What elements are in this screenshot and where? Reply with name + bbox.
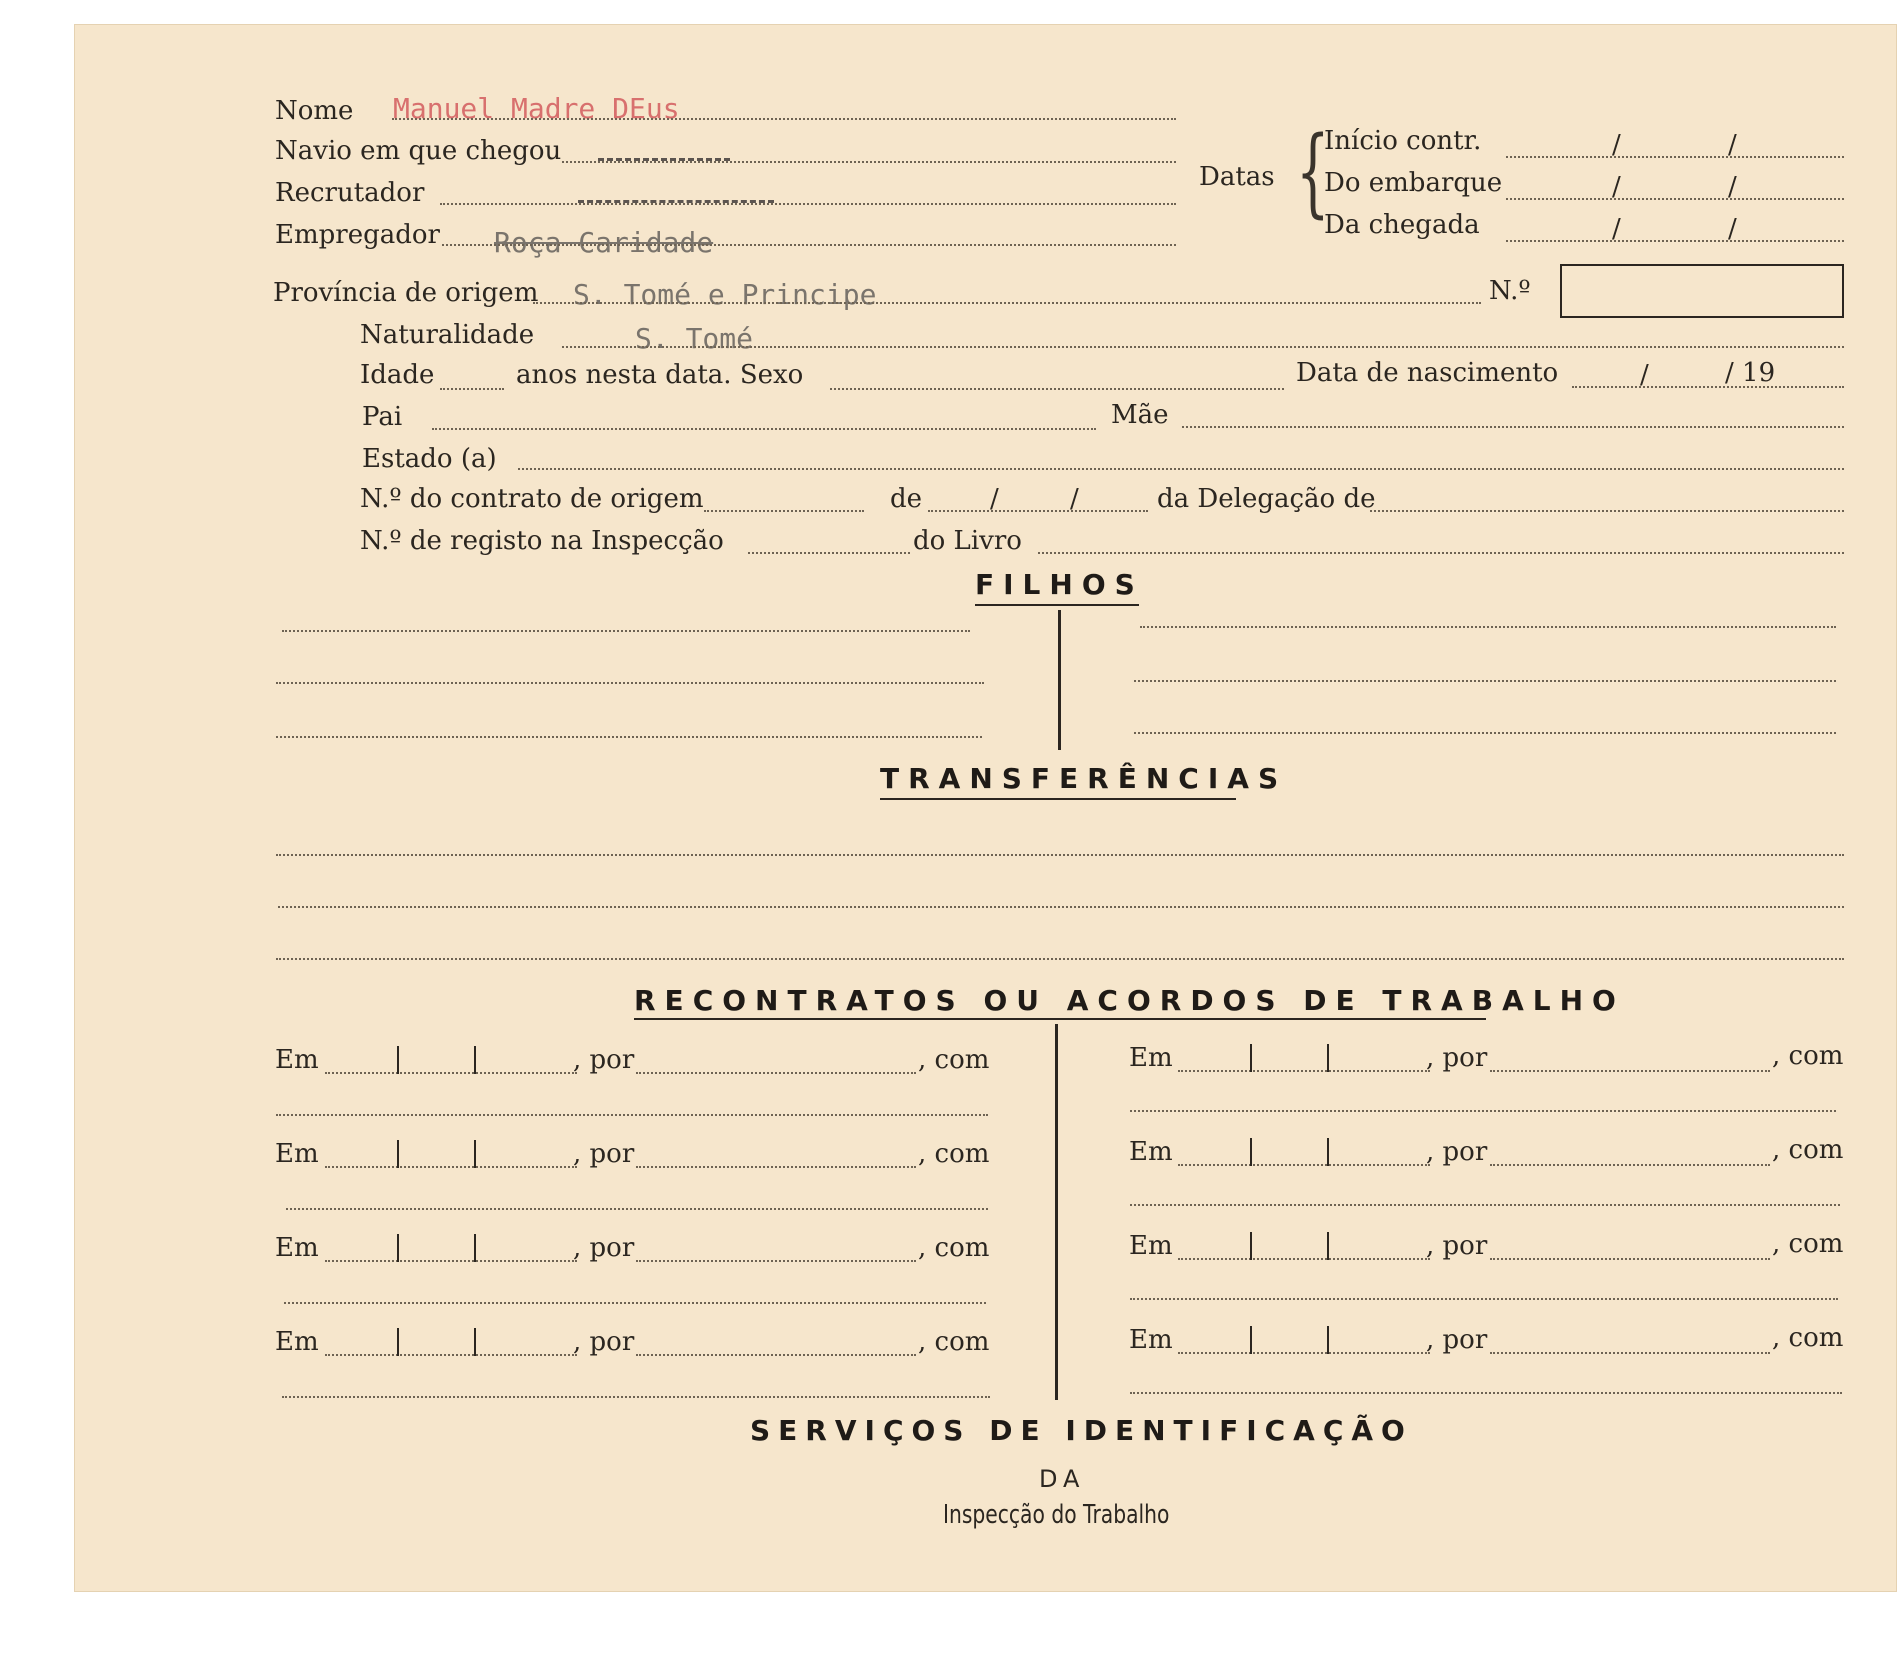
contrato-date-line — [928, 510, 1148, 512]
delegacao-label: da Delegação de — [1157, 484, 1376, 514]
date-separator — [397, 1328, 399, 1356]
em-label: Em — [275, 1327, 319, 1357]
chegada-slash-2: / — [1728, 214, 1737, 244]
por-line — [636, 1166, 916, 1168]
embarque-slash-1: / — [1612, 172, 1621, 202]
por-line — [636, 1354, 916, 1356]
em-date-line — [1178, 1352, 1430, 1354]
navio-line — [562, 161, 1176, 163]
por-line — [1490, 1258, 1770, 1260]
com-label: , com — [1772, 1135, 1844, 1165]
filhos-line-left-1 — [282, 630, 970, 632]
filhos-line-right-2 — [1134, 680, 1836, 682]
recontratos-underline — [634, 1018, 1486, 1020]
inicio-label: Início contr. — [1324, 126, 1482, 156]
em-label: Em — [1129, 1043, 1173, 1073]
nome-label: Nome — [275, 96, 354, 126]
livro-line — [1038, 552, 1844, 554]
chegada-slash-1: / — [1612, 214, 1621, 244]
recrutador-label: Recrutador — [275, 178, 425, 208]
date-separator — [1250, 1232, 1252, 1260]
date-separator — [397, 1234, 399, 1262]
em-date-line — [325, 1072, 577, 1074]
numero-label: N.º — [1489, 276, 1531, 306]
em-date-line — [1178, 1258, 1430, 1260]
contrato-de-label: de — [890, 484, 923, 514]
nascimento-label: Data de nascimento — [1296, 358, 1559, 388]
date-separator — [397, 1140, 399, 1168]
com-line — [1130, 1110, 1836, 1112]
empregador-line — [442, 244, 1176, 246]
com-line — [1130, 1298, 1838, 1300]
embarque-line — [1506, 198, 1844, 200]
por-line — [1490, 1164, 1770, 1166]
datas-brace: { — [1296, 116, 1330, 228]
empregador-label: Empregador — [275, 220, 440, 250]
com-line — [1130, 1392, 1842, 1394]
filhos-line-right-1 — [1140, 626, 1836, 628]
mae-label: Mãe — [1111, 400, 1169, 430]
contrato-label: N.º do contrato de origem — [360, 484, 704, 514]
em-label: Em — [275, 1233, 319, 1263]
em-label: Em — [1129, 1325, 1173, 1355]
livro-label: do Livro — [913, 526, 1022, 556]
nascimento-year-prefix: / 19 — [1725, 358, 1776, 388]
footer-title: SERVIÇOS DE IDENTIFICAÇÃO — [750, 1414, 1413, 1447]
date-separator — [1327, 1326, 1329, 1354]
naturalidade-line — [562, 346, 1844, 348]
date-separator — [474, 1328, 476, 1356]
naturalidade-label: Naturalidade — [360, 320, 535, 350]
por-label: , por — [1426, 1137, 1488, 1167]
com-label: , com — [918, 1139, 990, 1169]
provincia-line — [533, 302, 1481, 304]
por-label: , por — [573, 1139, 635, 1169]
embarque-slash-2: / — [1728, 172, 1737, 202]
recontratos-heading: RECONTRATOS OU ACORDOS DE TRABALHO — [634, 984, 1625, 1017]
mae-line — [1182, 426, 1844, 428]
transferencias-underline — [880, 798, 1236, 800]
date-separator — [1250, 1138, 1252, 1166]
inicio-line — [1506, 156, 1844, 158]
nome-value: Manuel Madre DEus — [393, 92, 680, 125]
em-label: Em — [1129, 1231, 1173, 1261]
transferencias-line-1 — [276, 854, 1844, 856]
recrutador-line — [440, 203, 1176, 205]
delegacao-line — [1370, 510, 1844, 512]
pai-line — [432, 428, 1096, 430]
com-label: , com — [1772, 1041, 1844, 1071]
naturalidade-value: S. Tomé — [635, 322, 754, 355]
footer-da: DA — [1039, 1465, 1086, 1493]
filhos-heading: FILHOS — [975, 568, 1144, 601]
com-label: , com — [1772, 1323, 1844, 1353]
anos-sexo-label: anos nesta data. Sexo — [516, 360, 804, 390]
com-line — [1130, 1204, 1840, 1206]
com-line — [286, 1208, 988, 1210]
embarque-label: Do embarque — [1324, 168, 1503, 198]
date-separator — [1250, 1326, 1252, 1354]
com-label: , com — [1772, 1229, 1844, 1259]
footer-subtitle: Inspecção do Trabalho — [943, 1500, 1170, 1530]
date-separator — [474, 1140, 476, 1168]
contrato-line — [704, 510, 864, 512]
por-line — [636, 1072, 916, 1074]
com-line — [282, 1396, 990, 1398]
numero-box — [1560, 264, 1844, 318]
por-label: , por — [573, 1327, 635, 1357]
em-date-line — [1178, 1164, 1430, 1166]
em-label: Em — [275, 1139, 319, 1169]
empregador-value: Roça Caridade — [494, 226, 714, 259]
em-date-line — [325, 1166, 577, 1168]
contrato-slash-2: / — [1070, 484, 1079, 514]
com-label: , com — [918, 1045, 990, 1075]
por-label: , por — [1426, 1325, 1488, 1355]
por-line — [1490, 1070, 1770, 1072]
date-separator — [1327, 1044, 1329, 1072]
idade-label: Idade — [360, 360, 435, 390]
transferencias-line-2 — [278, 906, 1844, 908]
em-label: Em — [275, 1045, 319, 1075]
pai-label: Pai — [362, 402, 403, 432]
filhos-underline — [975, 604, 1139, 606]
em-label: Em — [1129, 1137, 1173, 1167]
inicio-slash-2: / — [1728, 130, 1737, 160]
em-date-line — [325, 1260, 577, 1262]
por-line — [636, 1260, 916, 1262]
date-separator — [474, 1234, 476, 1262]
por-label: , por — [1426, 1043, 1488, 1073]
date-separator — [1327, 1232, 1329, 1260]
filhos-line-right-3 — [1134, 732, 1836, 734]
com-line — [276, 1114, 988, 1116]
com-label: , com — [918, 1327, 990, 1357]
contrato-slash-1: / — [990, 484, 999, 514]
filhos-line-left-3 — [276, 736, 982, 738]
provincia-value: S. Tomé e Principe — [573, 278, 877, 311]
nome-line — [392, 118, 1176, 120]
registo-label: N.º de registo na Inspecção — [360, 526, 724, 556]
por-label: , por — [573, 1045, 635, 1075]
com-line — [284, 1302, 986, 1304]
estado-line — [518, 468, 1844, 470]
chegada-label: Da chegada — [1324, 210, 1480, 240]
registo-line — [748, 552, 910, 554]
date-separator — [397, 1046, 399, 1074]
inicio-slash-1: / — [1612, 130, 1621, 160]
filhos-divider — [1058, 610, 1061, 750]
idade-line — [440, 388, 504, 390]
por-label: , por — [573, 1233, 635, 1263]
date-separator — [1327, 1138, 1329, 1166]
date-separator — [474, 1046, 476, 1074]
navio-label: Navio em que chegou — [275, 136, 562, 166]
transferencias-heading: TRANSFERÊNCIAS — [880, 762, 1288, 795]
em-date-line — [325, 1354, 577, 1356]
nascimento-slash: / — [1640, 360, 1649, 390]
datas-label: Datas — [1199, 162, 1275, 192]
nascimento-line — [1572, 386, 1844, 388]
por-line — [1490, 1352, 1770, 1354]
estado-label: Estado (a) — [362, 444, 497, 474]
com-label: , com — [918, 1233, 990, 1263]
provincia-label: Província de origem — [273, 278, 539, 308]
recontratos-divider — [1055, 1024, 1058, 1400]
filhos-line-left-2 — [276, 682, 984, 684]
por-label: , por — [1426, 1231, 1488, 1261]
transferencias-line-3 — [276, 958, 1844, 960]
em-date-line — [1178, 1070, 1430, 1072]
date-separator — [1250, 1044, 1252, 1072]
sexo-line — [830, 388, 1284, 390]
chegada-line — [1506, 240, 1844, 242]
